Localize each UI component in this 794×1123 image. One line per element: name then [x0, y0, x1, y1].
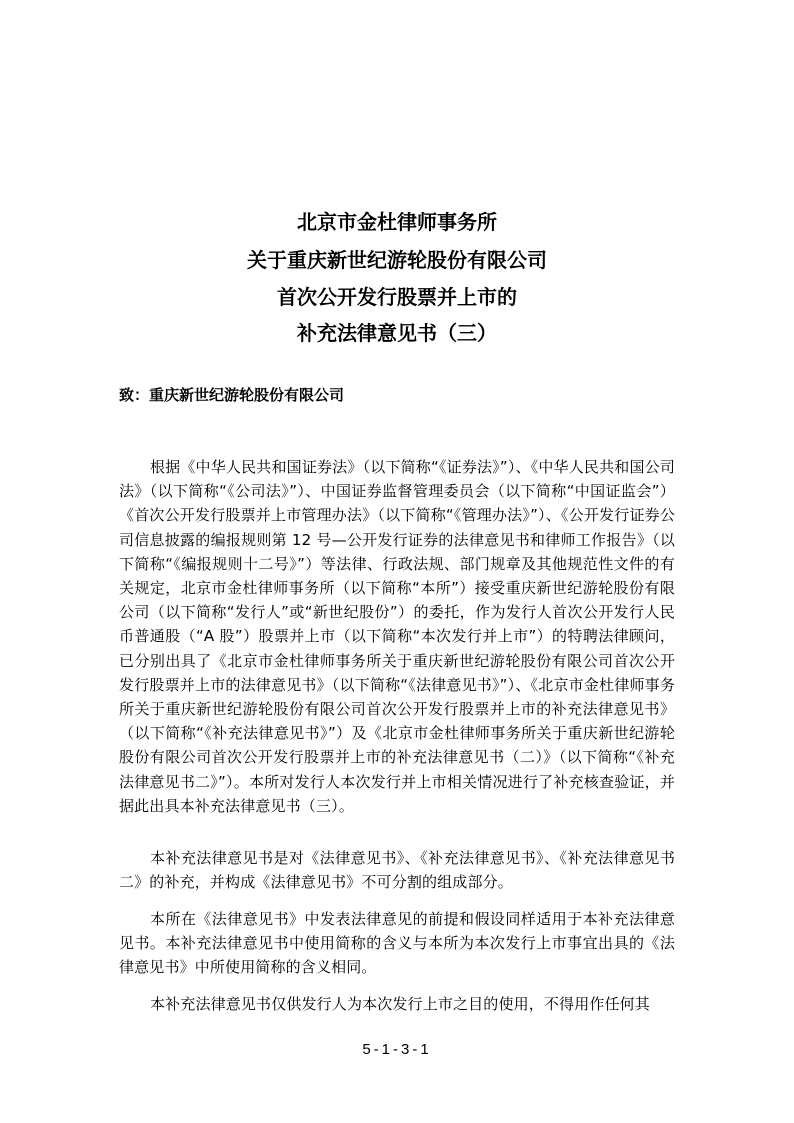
paragraph-4: 本补充法律意见书仅供发行人为本次发行上市之目的使用，不得用作任何其	[150, 995, 650, 1013]
title-line-1: 北京市金杜律师事务所	[297, 210, 497, 234]
title-line-2: 关于重庆新世纪游轮股份有限公司	[247, 248, 547, 272]
paragraph-3: 本所在《法律意见书》中发表法律意见的前提和假设同样适用于本补充法律意见书。本补充法律意见书中使用简称的含义与本所为本次发行上市事宜出具的《法律意见书》中所使用简称的含义相同。	[119, 910, 675, 977]
title-line-3: 首次公开发行股票并上市的	[277, 285, 517, 309]
addressee: 致：重庆新世纪游轮股份有限公司	[119, 386, 345, 404]
paragraph-2: 本补充法律意见书是对《法律意见书》、《补充法律意见书》、《补充法律意见书二》的补充，并构成《法律意见书》不可分割的组成部分。	[119, 849, 675, 892]
page-number: 5-1-3-1	[362, 1041, 432, 1058]
paragraph-1: 根据《中华人民共和国证券法》（以下简称“《证券法》”）、《中华人民共和国公司法》（以下简称“《公司法》”）、中国证券监督管理委员会（以下简称“中国证监会”）《首次公开发行股票并上市管理办法》（以下简称“《管理办法》”）、《公开发行证券公司信息披露的编报规则第 12 号—公开发行证券的法律意见书和律师工作报告》（以下简称“《编报规则十二号》”）等法律、行政法规、部门规章及其他规范性文件的有关规定，北京市金杜律师事务所（以下简称“本所”）接受重庆新世纪游轮股份有限公司（以下简称“发行人”或“新世纪股份”）的委托，作为发行人首次公开发行人民币普通股（“A 股”）股票并上市（以下简称“本次发行并上市”）的特聘法律顾问，已分别出具了《北京市金杜律师事务所关于重庆新世纪游轮股份有限公司首次公开发行股票并上市的法律意见书》（以下简称“《法律意见书》”）、《北京市金杜律师事务所关于重庆新世纪游轮股份有限公司首次公开发行股票并上市的补充法律意见书》（以下简称“《补充法律意见书》”）及《北京市金杜律师事务所关于重庆新世纪游轮股份有限公司首次公开发行股票并上市的补充法律意见书（二）》（以下简称“《补充法律意见书二》”）。本所对发行人本次发行并上市相关情况进行了补充核查验证，并据此出具本补充法律意见书（三）。	[119, 458, 675, 815]
title-line-4: 补充法律意见书（三）	[297, 321, 497, 345]
